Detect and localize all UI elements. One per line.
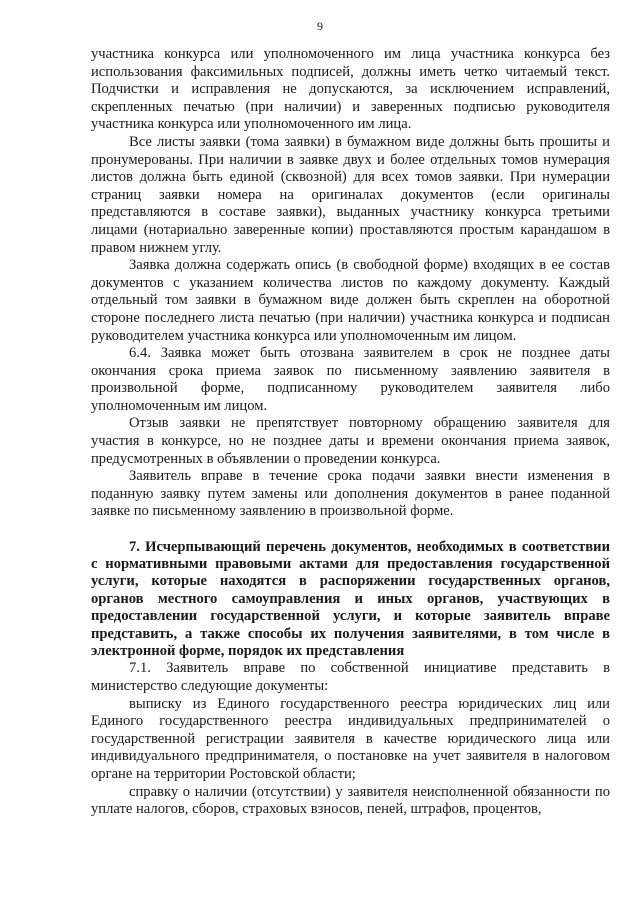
paragraph-continued: участника конкурса или уполномоченного им лица участника конкурса без использования факсимильных подписей, должны иметь четко читаемый текст. Подчистки и исправления не допускаются, за исключением исправлений, скрепленных печатью (при наличии) и заверенных подписью руководителя участника конкурса или уполномоченного им лица. [91, 46, 610, 133]
document-body [91, 46, 610, 819]
paragraph-amendments: Заявитель вправе в течение срока подачи заявки внести изменения в поданную заявку путем замены или дополнения документов в ранее поданной заявке по письменному заявлению в произвольной форме. [91, 468, 610, 520]
paragraph-tax-certificate: справку о наличии (отсутствии) у заявителя неисполненной обязанности по уплате налогов, сборов, страховых взносов, пеней, штрафов, процентов, [91, 783, 610, 818]
paragraph-sheets-binding: Все листы заявки (тома заявки) в бумажном виде должны быть прошиты и пронумерованы. При наличии в заявке двух и более отдельных томов нумерация листов должна быть единой (сквозной) для всех томов заявки. При нумерации страниц заявки номера на оригиналах документов (если оригиналы представляются в составе заявки), выданных участнику конкурса третьими лицами (нотариально заверенные копии) проставляются простым карандашом в правом нижнем углу. [91, 133, 610, 256]
page-number: 9 [317, 19, 323, 33]
section-heading: 7. Исчерпывающий перечень документов, необходимых в соответствии с нормативными правовыми актами для предоставления государственной услуги, которые находятся в распоряжении государственных органов, органов местного самоуправления и иных органов, участвующих в предоставлении государственной услуги, и которые заявитель вправе представить, а также способы их получения заявителями, в том числе в электронной форме, порядок их представления [91, 538, 610, 660]
paragraph-registry-extract: выписку из Единого государственного реестра юридических лиц или Единого государственного реестра индивидуальных предпринимателей о государственной регистрации заявителя в качестве юридического лица или индивидуального предпринимателя, о постановке на учет заявителя в налоговом органе на территории Ростовской области; [91, 695, 610, 783]
paragraph-withdrawal: 6.4. Заявка может быть отозвана заявителем в срок не позднее даты окончания срока приема заявок по письменному заявлению заявителя в произвольной форме, подписанному руководителем заявителя либо уполномоченным им лицом. [91, 345, 610, 414]
paragraph-inventory: Заявка должна содержать опись (в свободной форме) входящих в ее состав документов с указанием количества листов по каждому документу. Каждый отдельный том заявки в бумажном виде должен быть скреплен на оборотной стороне последнего листа печатью (при наличии) участника конкурса и подписан руководителем участника конкурса или уполномоченным им лицом. [91, 257, 610, 344]
paragraph-7-1: 7.1. Заявитель вправе по собственной инициативе представить в министерство следующие документы: [91, 660, 610, 695]
paragraph-reapplication: Отзыв заявки не препятствует повторному обращению заявителя для участия в конкурсе, но не позднее даты и времени окончания приема заявок, предусмотренных в объявлении о проведении конкурса. [91, 415, 610, 467]
